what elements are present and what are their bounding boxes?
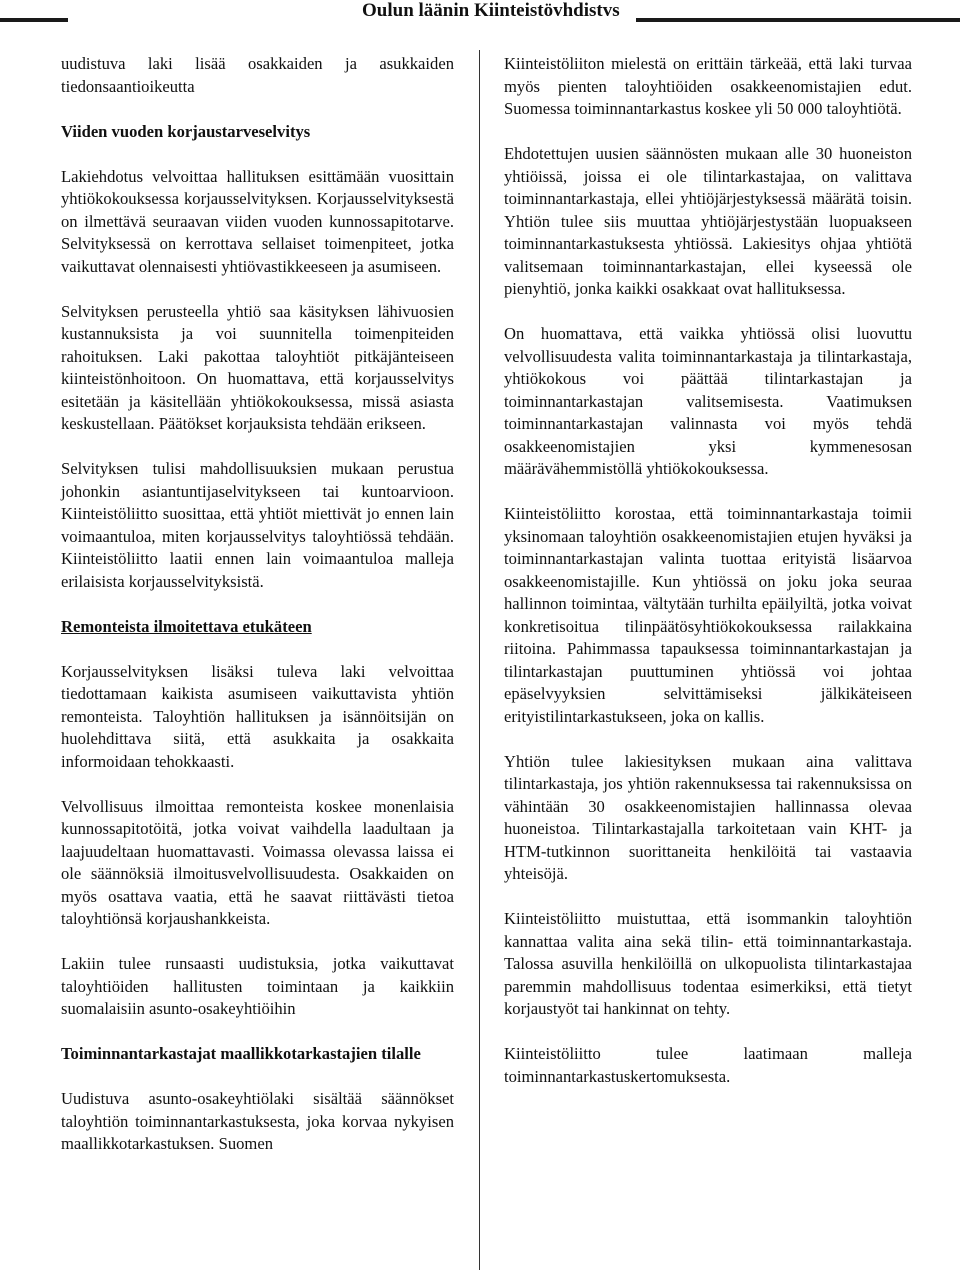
section-heading: Remonteista ilmoitettava etukäteen	[61, 616, 312, 636]
paragraph: Yhtiön tulee lakiesityksen mukaan aina valittava tilintarkastaja, jos yhtiön rakennuksessa tai rakennuksissa on vähintään 30 osakkeenomistajien hallinnassa olevaa huoneistoa. Tilintarkastajalla tarkoitetaan vain KHT- ja HTM-tutkinnon suorittaneita henkilöitä tai vastaavia yhteisöjä.	[504, 751, 912, 883]
paragraph: Velvollisuus ilmoittaa remonteista koskee monenlaisia kunnossapitotöitä, jotka voivat vaihdella laadultaan ja laajuudeltaan huomattavasti. Voimassa olevassa laissa ei ole säännöksiä ilmoitusvelvollisuudesta. Osakkaiden on myös osattava vaatia, että he saavat riittävästi tietoa taloyhtiönsä korjaushankkeista.	[61, 796, 454, 928]
left-column	[61, 53, 454, 1178]
section-heading: Viiden vuoden korjaustarveselvitys	[61, 121, 311, 141]
paragraph: Selvityksen tulisi mahdollisuuksien mukaan perustua johonkin asiantuntijaselvitykseen tai kuntoarvioon. Kiinteistöliitto suosittaa, että yhtiöt miettivät jo ennen lain voimaantuloa, miten korjausselvitys taloyhtiössä tehdään. Kiinteistöliitto laatii ennen lain voimaantuloa malleja erilaisista korjausselvityksistä.	[61, 459, 454, 591]
paragraph: Kiinteistöliitto muistuttaa, että isommankin taloyhtiön kannattaa valita aina sekä tilin- että toiminnantarkastaja. Talossa asuvilla henkilöillä on ulkopuolista tilintarkastajaa paremmin mahdollisuus todentaa esimerkiksi, että tietyt korjaustyöt tai hankinnat on tehty.	[504, 909, 912, 1018]
header-rule-right	[636, 18, 960, 22]
column-divider	[479, 50, 480, 1270]
paragraph: Korjausselvityksen lisäksi tuleva laki velvoittaa tiedottamaan kaikista asumiseen vaikuttavista yhtiön remonteista. Taloyhtiön hallituksen ja isännöitsijän on huolehdittava siitä, että asukkaita ja osakkaita informoidaan tehokkaasti.	[61, 661, 454, 771]
paragraph: Lakiin tulee runsaasti uudistuksia, jotka vaikuttavat taloyhtiöiden hallitusten toimintaan ja kaikkiin suomalaisiin asunto-osakeyhtiöihin	[61, 954, 454, 1018]
paragraph: Kiinteistöliiton mielestä on erittäin tärkeää, että laki turvaa myös pienten taloyhtiöiden osakkeenomistajien edut. Suomessa toiminnantarkastus koskee yli 50 000 taloyhtiötä.	[504, 54, 912, 118]
paragraph: uudistuva laki lisää osakkaiden ja asukkaiden tiedonsaantioikeutta	[61, 54, 454, 96]
right-column	[504, 53, 912, 1111]
paragraph: Kiinteistöliitto korostaa, että toiminnantarkastaja toimii yksinomaan taloyhtiön osakkeenomistajien etujen hyväksi ja toiminnantarkastajan valinta tuottaa erityistä lisäarvoa osakkeenomistajille. Kun yhtiössä on joku joka seuraa hallinnon toimintaa, vältytään turhilta epäilyiltä, jotka voivat konkretisoitua tilinpäätösyhtiökokouksessa railakkaina riitoina. Pahimmassa tapauksessa toiminnantarkastajan ja tilintarkastajan puuttuminen yhtiössä voi johtaa epäselvyyksien selvittämiseksi jälkikäteiseen erityistilintarkastukseen, joka on kallis.	[504, 504, 912, 726]
header-rule-left	[0, 18, 68, 22]
paragraph: On huomattava, että vaikka yhtiössä olisi luovuttu velvollisuudesta valita toiminnantarkastaja ja tilintarkastaja, yhtiökokous voi päättää tilintarkastajan ja toiminnantarkastajan valitsemisesta. Vaatimuksen toiminnantarkastajan valinnasta voi myös tehdä osakkeenomistajien yksi kymmenesosan määrävähemmistöllä yhtiökokouksessa.	[504, 324, 912, 478]
running-head: Oulun läänin Kiinteistövhdistvs	[362, 0, 620, 21]
paragraph: Uudistuva asunto-osakeyhtiölaki sisältää säännökset taloyhtiön toiminnantarkastuksesta, joka korvaa nykyisen maallikkotarkastuksen. Suomen	[61, 1089, 454, 1153]
paragraph: Kiinteistöliitto tulee laatimaan malleja toiminnantarkastuskertomuksesta.	[504, 1044, 912, 1086]
paragraph: Lakiehdotus velvoittaa hallituksen esittämään vuosittain yhtiökokouksessa korjausselvityksen. Korjausselvityksestä on ilmettävä seuraavan viiden vuoden kunnossapitotarve. Selvityksessä on kerrottava sellaiset toimenpiteet, jotka vaikuttavat olennaisesti yhtiövastikkeeseen ja asumiseen.	[61, 166, 454, 276]
section-heading: Toiminnantarkastajat maallikkotarkastajien tilalle	[61, 1044, 421, 1063]
paragraph: Selvityksen perusteella yhtiö saa käsityksen lähivuosien kustannuksista ja voi suunnitella toimenpiteiden rahoituksen. Laki pakottaa taloyhtiöt pitkäjänteiseen kiinteistönhoitoon. On huomattava, että korjausselvitys esitetään ja käsitellään yhtiökokouksessa, missä asiasta keskustellaan. Päätökset korjauksista tehdään erikseen.	[61, 301, 454, 433]
paragraph: Ehdotettujen uusien säännösten mukaan alle 30 huoneiston yhtiöissä, joissa ei ole tilintarkastajaa, on valittava toiminnantarkastaja, ellei yhtiöjärjestyksessä määrätä toisin. Yhtiön tulee siis muuttaa yhtiöjärjestystään luopuakseen toiminnantarkastuksesta yhtiössä. Lakiesitys ohjaa yhtiötä valitsemaan toiminnantarkastajan, ellei kyseessä ole pienyhtiö, jonka kaikki osakkaat ovat hallituksessa.	[504, 144, 912, 298]
